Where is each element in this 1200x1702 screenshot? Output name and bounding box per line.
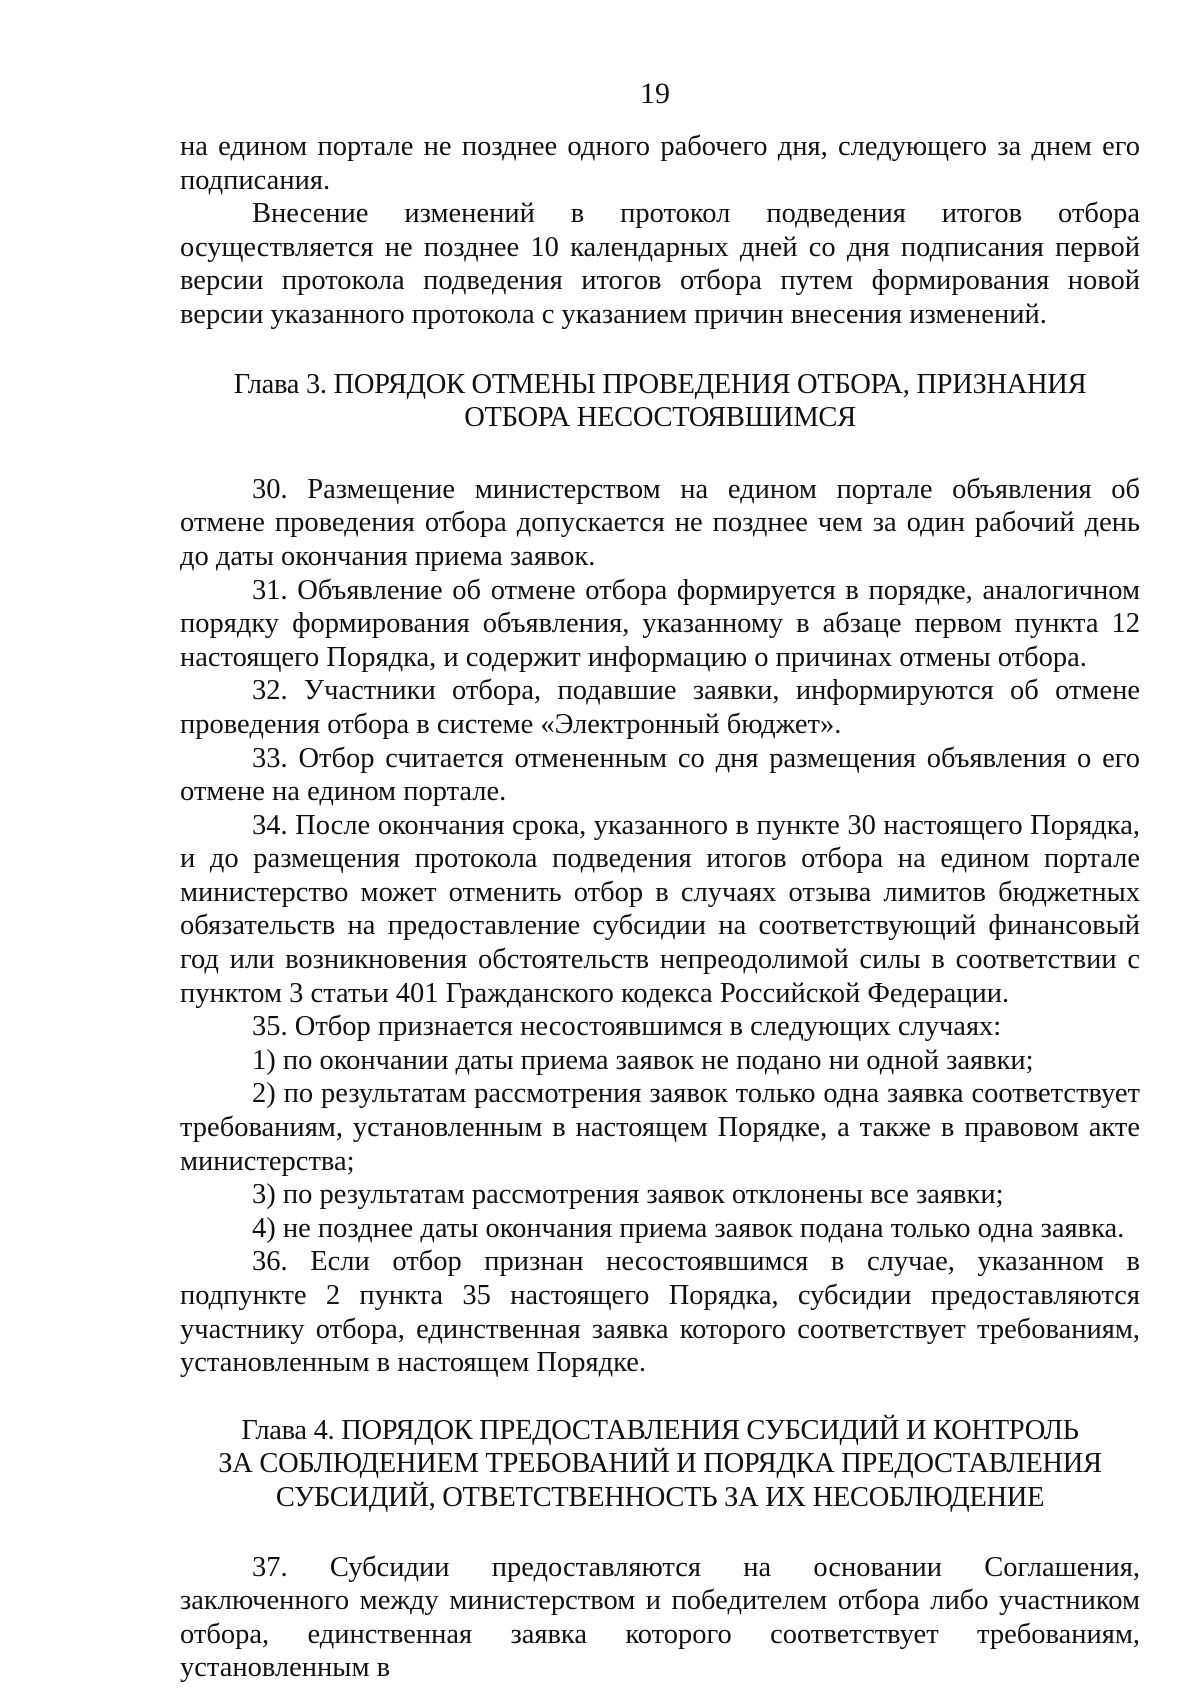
paragraph-30: 30. Размещение министерством на едином портале объявления об отмене проведения отбора допускается не позднее чем за один рабочий день до даты окончания приема заявок.	[180, 473, 1140, 572]
paragraph-36: 36. Если отбор признан несостоявшимся в случае, указанном в подпункте 2 пункта 35 настоящего Порядка, субсидии предоставляются участнику отбора, единственная заявка которого соответствует требованиям, установленным в настоящем Порядке.	[180, 1246, 1140, 1379]
paragraph-34: 34. После окончания срока, указанного в пункте 30 настоящего Порядка, и до размещения протокола подведения итогов отбора на едином портале министерство может отменить отбор в случаях отзыва лимитов бюджетных обязательств на предоставление субсидии на соответствующий финансовый год или возникновения обстоятельств непреодолимой силы в соответствии с пунктом 3 статьи 401 Гражданского кодекса Российской Федерации.	[180, 809, 1140, 1009]
paragraph-protocol-changes: Внесение изменений в протокол подведения итогов отбора осуществляется не позднее 10 календарных дней со дня подписания первой версии протокола подведения итогов отбора путем формирования новой версии указанного протокола с указанием причин внесения изменений.	[180, 198, 1140, 330]
paragraph-31: 31. Объявление об отмене отбора формируется в порядке, аналогичном порядку формирования объявления, указанному в абзаце первом пункта 12 настоящего Порядка, и содержит информацию о причинах отмены отбора.	[180, 574, 1140, 673]
paragraph-35: 35. Отбор признается несостоявшимся в следующих случаях:	[252, 1011, 1002, 1043]
chapter-4-heading	[180, 1414, 1140, 1515]
subitem-35-1: 1) по окончании даты приема заявок не подано ни одной заявки;	[252, 1044, 1034, 1076]
paragraph-continuation: на едином портале не позднее одного рабочего дня, следующего за днем его подписания.	[180, 131, 1140, 196]
paragraph-33: 33. Отбор считается отмененным со дня размещения объявления о его отмене на едином портале.	[180, 742, 1140, 808]
subitem-35-2: 2) по результатам рассмотрения заявок только одна заявка соответствует требованиям, установленным в настоящем Порядке, а также в правовом акте министерства;	[180, 1078, 1140, 1177]
chapter-3-heading-line: ОТБОРА НЕСОСТОЯВШИМСЯ	[464, 402, 856, 434]
chapter-3-heading	[180, 368, 1140, 435]
subitem-35-4: 4) не позднее даты окончания приема заявок подана только одна заявка.	[252, 1212, 1125, 1244]
document-body	[180, 130, 1140, 1685]
chapter-4-heading-line: СУБСИДИЙ, ОТВЕТСТВЕННОСТЬ ЗА ИХ НЕСОБЛЮДЕНИЕ	[275, 1481, 1045, 1513]
paragraph-32: 32. Участники отбора, подавшие заявки, информируются об отмене проведения отбора в системе «Электронный бюджет».	[180, 675, 1140, 740]
paragraph-37: 37. Субсидии предоставляются на основании Соглашения, заключенного между министерством и победителем отбора либо участником отбора, единственная заявка которого соответствует требованиям, установленным в	[180, 1551, 1140, 1684]
subitem-35-3: 3) по результатам рассмотрения заявок отклонены все заявки;	[252, 1179, 1004, 1211]
chapter-4-heading-line: ЗА СОБЛЮДЕНИЕМ ТРЕБОВАНИЙ И ПОРЯДКА ПРЕДОСТАВЛЕНИЯ	[218, 1448, 1102, 1480]
chapter-3-heading-line: Глава 3. ПОРЯДОК ОТМЕНЫ ПРОВЕДЕНИЯ ОТБОРА, ПРИЗНАНИЯ	[233, 368, 1087, 400]
page-number: 19	[640, 77, 670, 110]
chapter-4-heading-line: Глава 4. ПОРЯДОК ПРЕДОСТАВЛЕНИЯ СУБСИДИЙ И КОНТРОЛЬ	[241, 1414, 1079, 1446]
